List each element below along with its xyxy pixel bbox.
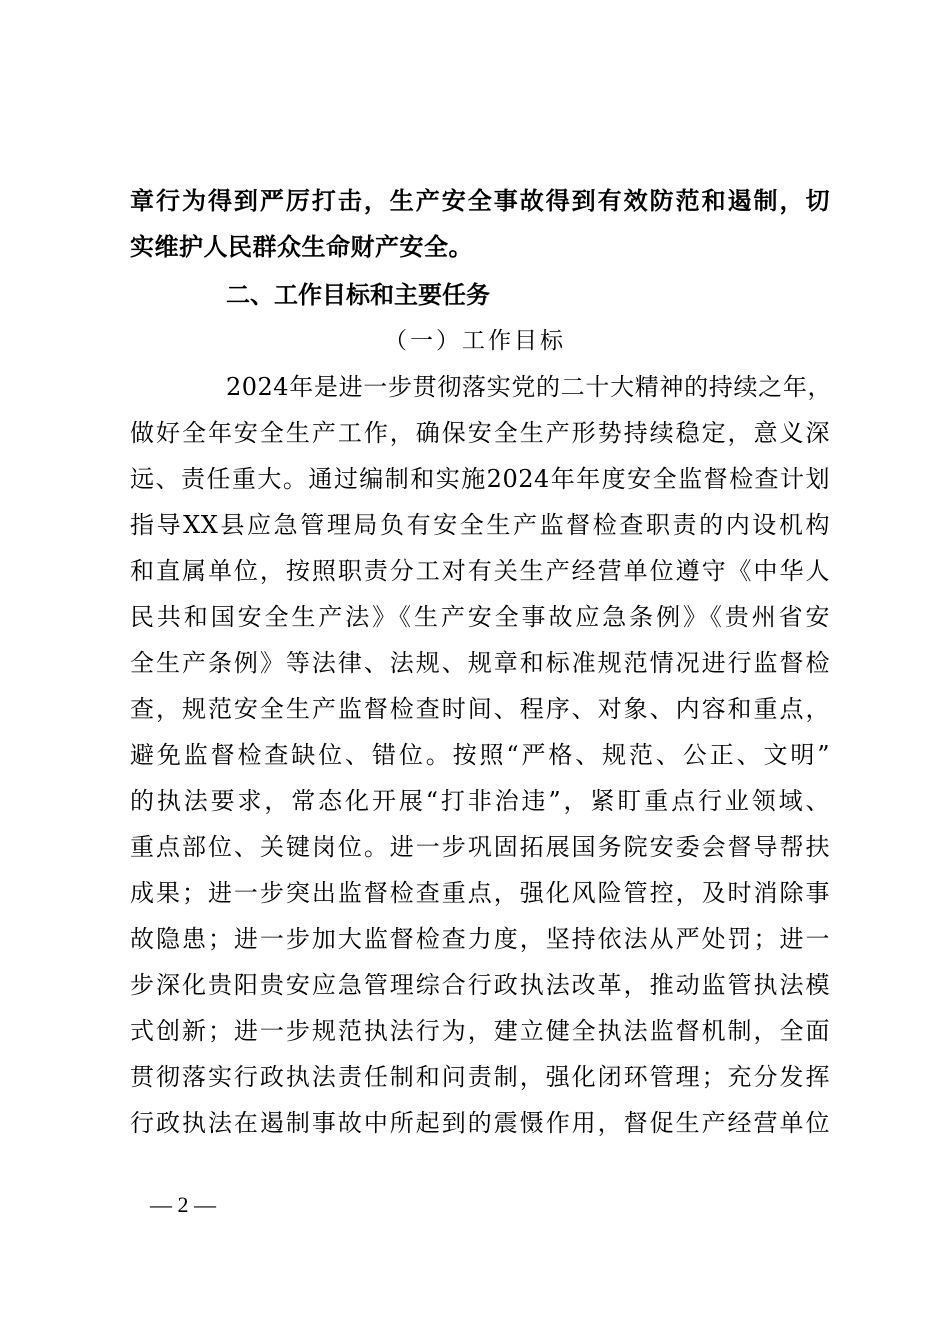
body-line-14: 步深化贵阳贵安应急管理综合行政执法改革，推动监管执法模 <box>130 971 830 999</box>
body-line-5: 和直属单位，按照职责分工对有关生产经营单位遵守《中华人 <box>130 557 830 585</box>
body-line-8: 查，规范安全生产监督检查时间、程序、对象、内容和重点， <box>130 695 830 723</box>
section-heading: 二、工作目标和主要任务 <box>226 281 490 309</box>
page-number: — 2 — <box>150 1192 216 1217</box>
body-line-17: 行政执法在遏制事故中所起到的震慑作用，督促生产经营单位 <box>130 1109 830 1137</box>
intro-line-1: 章行为得到严厉打击，生产安全事故得到有效防范和遏制，切 <box>130 187 830 215</box>
body-line-3: 远、责任重大。通过编制和实施2024年年度安全监督检查计划 <box>130 465 830 493</box>
body-line-10: 的执法要求，常态化开展“打非治违”，紧盯重点行业领域、 <box>130 787 830 815</box>
intro-line-2: 实维护人民群众生命财产安全。 <box>130 233 473 261</box>
body-line-11: 重点部位、关键岗位。进一步巩固拓展国务院安委会督导帮扶 <box>130 833 830 861</box>
body-line-6: 民共和国安全生产法》《生产安全事故应急条例》《贵州省安 <box>130 603 830 631</box>
body-line-16: 贯彻落实行政执法责任制和问责制，强化闭环管理；充分发挥 <box>130 1063 830 1091</box>
body-line-4: 指导XX县应急管理局负有安全生产监督检查职责的内设机构 <box>130 511 830 539</box>
body-line-12: 成果；进一步突出监督检查重点，强化风险管控，及时消除事 <box>130 879 830 907</box>
body-line-7: 全生产条例》等法律、法规、规章和标准规范情况进行监督检 <box>130 649 830 677</box>
subsection-heading: （一）工作目标 <box>384 328 566 354</box>
body-line-13: 故隐患；进一步加大监督检查力度，坚持依法从严处罚；进一 <box>130 925 830 953</box>
body-line-15: 式创新；进一步规范执法行为，建立健全执法监督机制，全面 <box>130 1017 830 1045</box>
body-line-1: 2024年是进一步贯彻落实党的二十大精神的持续之年， <box>226 373 832 401</box>
body-line-2: 做好全年安全生产工作，确保安全生产形势持续稳定，意义深 <box>130 419 830 447</box>
body-line-9: 避免监督检查缺位、错位。按照“严格、规范、公正、文明” <box>130 741 830 769</box>
